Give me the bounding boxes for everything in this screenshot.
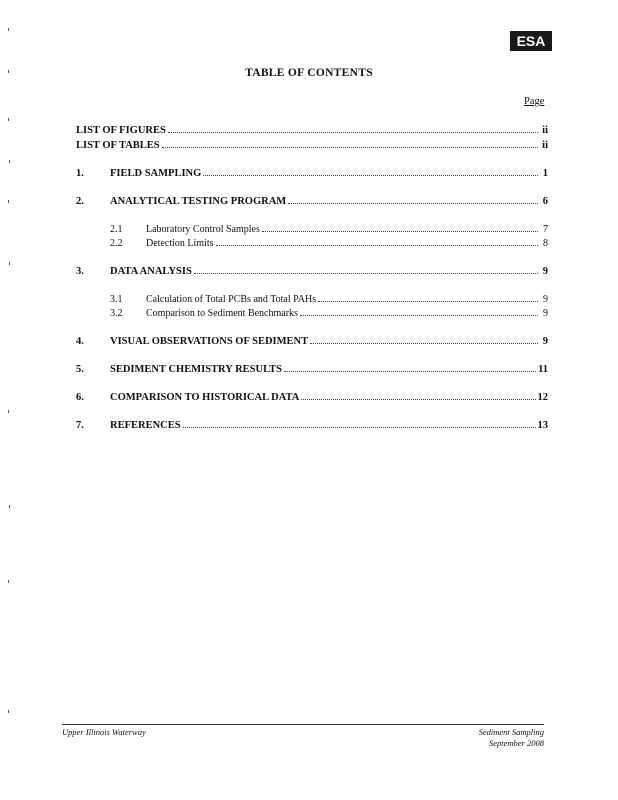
toc-entry-number: 2.1: [110, 224, 123, 235]
toc-entry-number: 3.2: [110, 308, 123, 319]
footer-report-info: [479, 727, 544, 749]
toc-entry-label: Comparison to Sediment Benchmarks: [146, 308, 298, 319]
toc-entry-page: 9: [543, 294, 548, 305]
toc-dot-leader: [310, 334, 538, 344]
toc-entry: [110, 292, 548, 306]
esa-logo: [510, 31, 552, 51]
toc-entry-page: 11: [538, 364, 548, 375]
toc-entry-number: 1.: [76, 168, 84, 179]
toc-entry-label: VISUAL OBSERVATIONS OF SEDIMENT: [110, 336, 309, 347]
page-title: TABLE OF CONTENTS: [245, 67, 373, 79]
toc-entry-number: 2.: [76, 196, 84, 207]
toc-entry-page: 12: [537, 392, 548, 403]
toc-entry-label: FIELD SAMPLING: [110, 168, 202, 179]
toc-entry-page: ii: [542, 125, 548, 136]
toc-entry-label: Detection Limits: [146, 238, 214, 249]
toc-dot-leader: [300, 306, 538, 316]
toc-entry-label: Calculation of Total PCBs and Total PAHs: [146, 294, 317, 305]
scan-speck: [9, 262, 10, 265]
toc-entry-label: COMPARISON TO HISTORICAL DATA: [110, 392, 300, 403]
toc-entry-number: 6.: [76, 392, 84, 403]
toc-entry-page: 8: [543, 238, 548, 249]
toc-entry: [76, 264, 548, 278]
toc-dot-leader: [216, 236, 539, 246]
toc-entry-label: REFERENCES: [110, 420, 181, 431]
page-column-header: Page: [524, 96, 545, 107]
toc-entry: [76, 194, 548, 208]
toc-entry-label: LIST OF TABLES: [76, 140, 160, 151]
toc-dot-leader: [288, 194, 538, 204]
footer-rule: [62, 724, 544, 725]
toc-entry-number: 3.1: [110, 294, 123, 305]
scan-speck: [8, 28, 9, 31]
toc-entry-page: 9: [542, 266, 548, 277]
toc-entry-label: ANALYTICAL TESTING PROGRAM: [110, 196, 287, 207]
toc-entry-page: 9: [542, 336, 548, 347]
toc-entry-number: 3.: [76, 266, 84, 277]
toc-dot-leader: [262, 222, 538, 232]
toc-entry: [76, 138, 548, 152]
toc-entry-page: 9: [543, 308, 548, 319]
toc-entry: [76, 334, 548, 348]
footer-project-name: Upper Illinois Waterway: [62, 727, 146, 737]
toc-entry-label: SEDIMENT CHEMISTRY RESULTS: [110, 364, 282, 375]
toc-entry: [76, 123, 548, 137]
toc-entry: [76, 418, 548, 432]
toc-entry: [110, 236, 548, 250]
toc-entry-number: 2.2: [110, 238, 123, 249]
toc-entry-page: ii: [542, 140, 548, 151]
toc-entry-number: 4.: [76, 336, 84, 347]
toc-entry-number: 7.: [76, 420, 84, 431]
toc-entry: [76, 390, 548, 404]
scan-speck: [9, 160, 10, 163]
scan-speck: [8, 118, 9, 121]
scan-speck: [9, 505, 10, 508]
toc-dot-leader: [162, 138, 538, 148]
toc-dot-leader: [168, 123, 538, 133]
toc-entry-number: 5.: [76, 364, 84, 375]
toc-entry-page: 7: [543, 224, 548, 235]
toc-dot-leader: [318, 292, 538, 302]
scan-speck: [8, 200, 9, 203]
toc-entry-page: 6: [542, 196, 548, 207]
toc-entry: [76, 362, 548, 376]
toc-dot-leader: [194, 264, 538, 274]
scan-speck: [8, 710, 9, 713]
toc-entry-page: 13: [537, 420, 548, 431]
esa-logo-text: ESA: [516, 33, 546, 49]
scan-speck: [8, 70, 9, 73]
footer-report-title: Sediment Sampling: [478, 727, 544, 737]
scan-speck: [8, 410, 9, 413]
toc-entry-label: LIST OF FIGURES: [76, 125, 166, 136]
toc-entry: [76, 166, 548, 180]
footer-report-date: September 2008: [488, 738, 544, 748]
toc-entry-page: 1: [542, 168, 548, 179]
toc-entry-label: Laboratory Control Samples: [146, 224, 260, 235]
toc-entry: [110, 306, 548, 320]
toc-dot-leader: [183, 418, 536, 428]
toc-entry: [110, 222, 548, 236]
toc-dot-leader: [301, 390, 535, 400]
toc-dot-leader: [284, 362, 536, 372]
toc-dot-leader: [203, 166, 538, 176]
scan-speck: [8, 580, 9, 583]
toc-entry-label: DATA ANALYSIS: [110, 266, 192, 277]
